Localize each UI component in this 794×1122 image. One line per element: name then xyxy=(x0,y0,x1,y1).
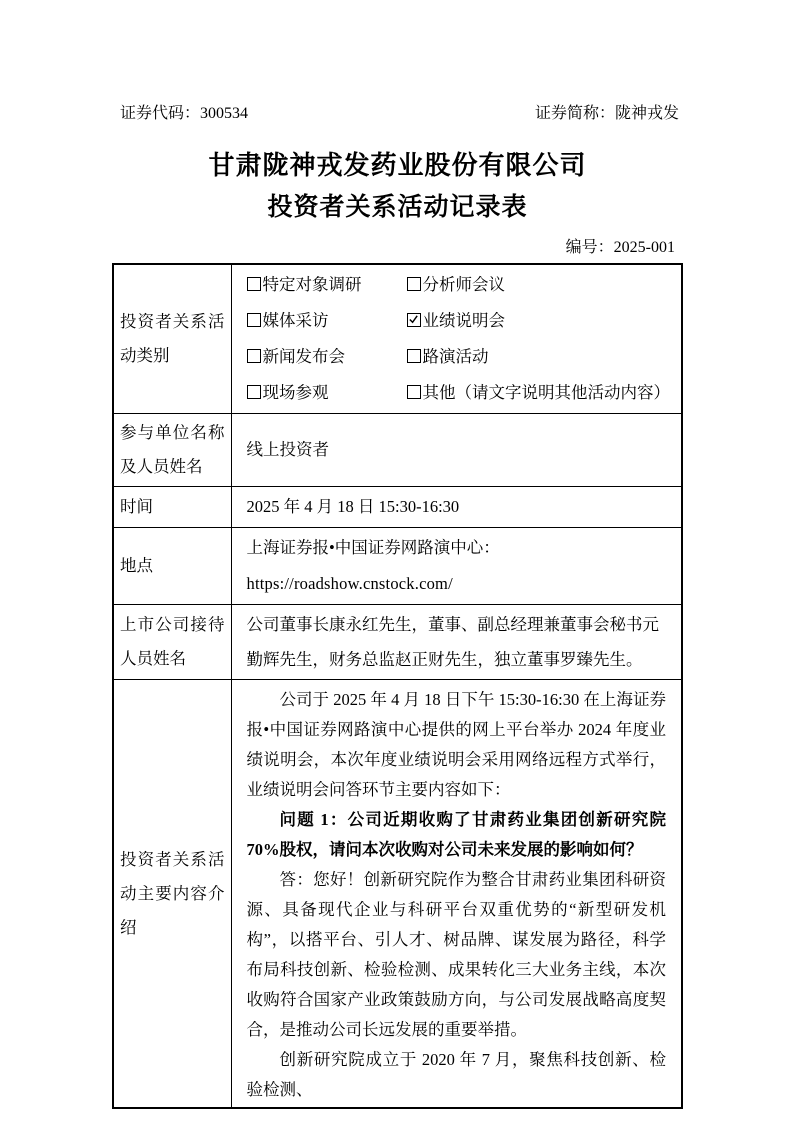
roadshow-url[interactable]: https://roadshow.cnstock.com/ xyxy=(246,574,453,593)
activity-type-label: 投资者关系活动类别 xyxy=(113,264,231,414)
company-title: 甘肃陇神戎发药业股份有限公司 xyxy=(208,151,587,180)
activity-option xyxy=(247,375,407,411)
time-value: 2025 年 4 月 18 日 15:30-16:30 xyxy=(231,487,682,528)
row-activity-type xyxy=(113,264,682,414)
checkbox-icon xyxy=(247,277,261,291)
activity-option-label: 路演活动 xyxy=(422,347,489,366)
row-content xyxy=(113,680,682,1109)
location-label: 地点 xyxy=(113,528,231,605)
stock-abbr: 证券简称：陇神戎发 xyxy=(534,105,679,122)
reception-label: 上市公司接待人员姓名 xyxy=(113,605,231,680)
activity-option-label: 现场参观 xyxy=(262,383,329,402)
content-body xyxy=(231,680,682,1109)
content-paragraph-question: 问题 1：公司近期收购了甘肃药业集团创新研究院 70%股权，请问本次收购对公司未来发展的影响如何？ xyxy=(246,810,666,859)
activity-option xyxy=(407,375,671,411)
header-meta-row xyxy=(112,104,683,124)
checkbox-icon xyxy=(247,313,261,327)
location-line: 上海证券报•中国证券网路演中心： xyxy=(246,538,500,557)
reception-value: 公司董事长康永红先生，董事、副总经理兼董事会秘书元勤辉先生，财务总监赵正财先生，独立董事罗臻先生。 xyxy=(231,605,682,680)
checkbox-icon xyxy=(247,385,261,399)
row-time xyxy=(113,487,682,528)
activity-option-label: 特定对象调研 xyxy=(262,275,362,294)
checkbox-icon xyxy=(247,349,261,363)
activity-option-label: 业绩说明会 xyxy=(422,311,505,330)
doc-number: 编号：2025-001 xyxy=(565,239,675,256)
record-table xyxy=(112,263,683,1109)
activity-option xyxy=(407,303,671,339)
checkbox-icon xyxy=(407,385,421,399)
participants-label: 参与单位名称及人员姓名 xyxy=(113,414,231,487)
activity-option-label: 媒体采访 xyxy=(262,311,329,330)
activity-option-label: 其他（请文字说明其他活动内容） xyxy=(422,383,670,402)
content-paragraph: 创新研究院成立于 2020 年 7 月，聚焦科技创新、检验检测、 xyxy=(246,1050,666,1099)
activity-option-label: 新闻发布会 xyxy=(262,347,345,366)
checkbox-grid xyxy=(247,267,670,411)
activity-option xyxy=(407,267,671,303)
checkbox-icon xyxy=(407,277,421,291)
content-paragraph-answer: 答：您好！创新研究院作为整合甘肃药业集团科研资源、具备现代企业与科研平台双重优势的“新型研发机构”，以搭平台、引人才、树品牌、谋发展为路径，科学布局科技创新、检验检测、成果转化三大业务主线，本次收购符合国家产业政策鼓励方向，与公司发展战略高度契合，是推动公司长远发展的重要举措。 xyxy=(246,870,666,1039)
doc-title: 投资者关系活动记录表 xyxy=(267,194,528,221)
activity-option xyxy=(247,339,407,375)
activity-option xyxy=(247,267,407,303)
activity-type-options xyxy=(231,264,682,414)
content-label: 投资者关系活动主要内容介绍 xyxy=(113,680,231,1109)
checkbox-icon xyxy=(407,349,421,363)
row-reception xyxy=(113,605,682,680)
location-value xyxy=(231,528,682,605)
activity-option-label: 分析师会议 xyxy=(422,275,505,294)
row-participants xyxy=(113,414,682,487)
activity-option xyxy=(247,303,407,339)
checkbox-checked-icon xyxy=(407,313,421,327)
time-label: 时间 xyxy=(113,487,231,528)
stock-code: 证券代码：300534 xyxy=(120,105,249,122)
participants-value: 线上投资者 xyxy=(231,414,682,487)
activity-option xyxy=(407,339,671,375)
content-paragraph: 公司于 2025 年 4 月 18 日下午 15:30-16:30 在上海证券报•中国证券网路演中心提供的网上平台举办 2024 年度业绩说明会，本次年度业绩说明会采用网络远程方式举行，业绩说明会问答环节主要内容如下： xyxy=(246,690,666,799)
row-location xyxy=(113,528,682,605)
